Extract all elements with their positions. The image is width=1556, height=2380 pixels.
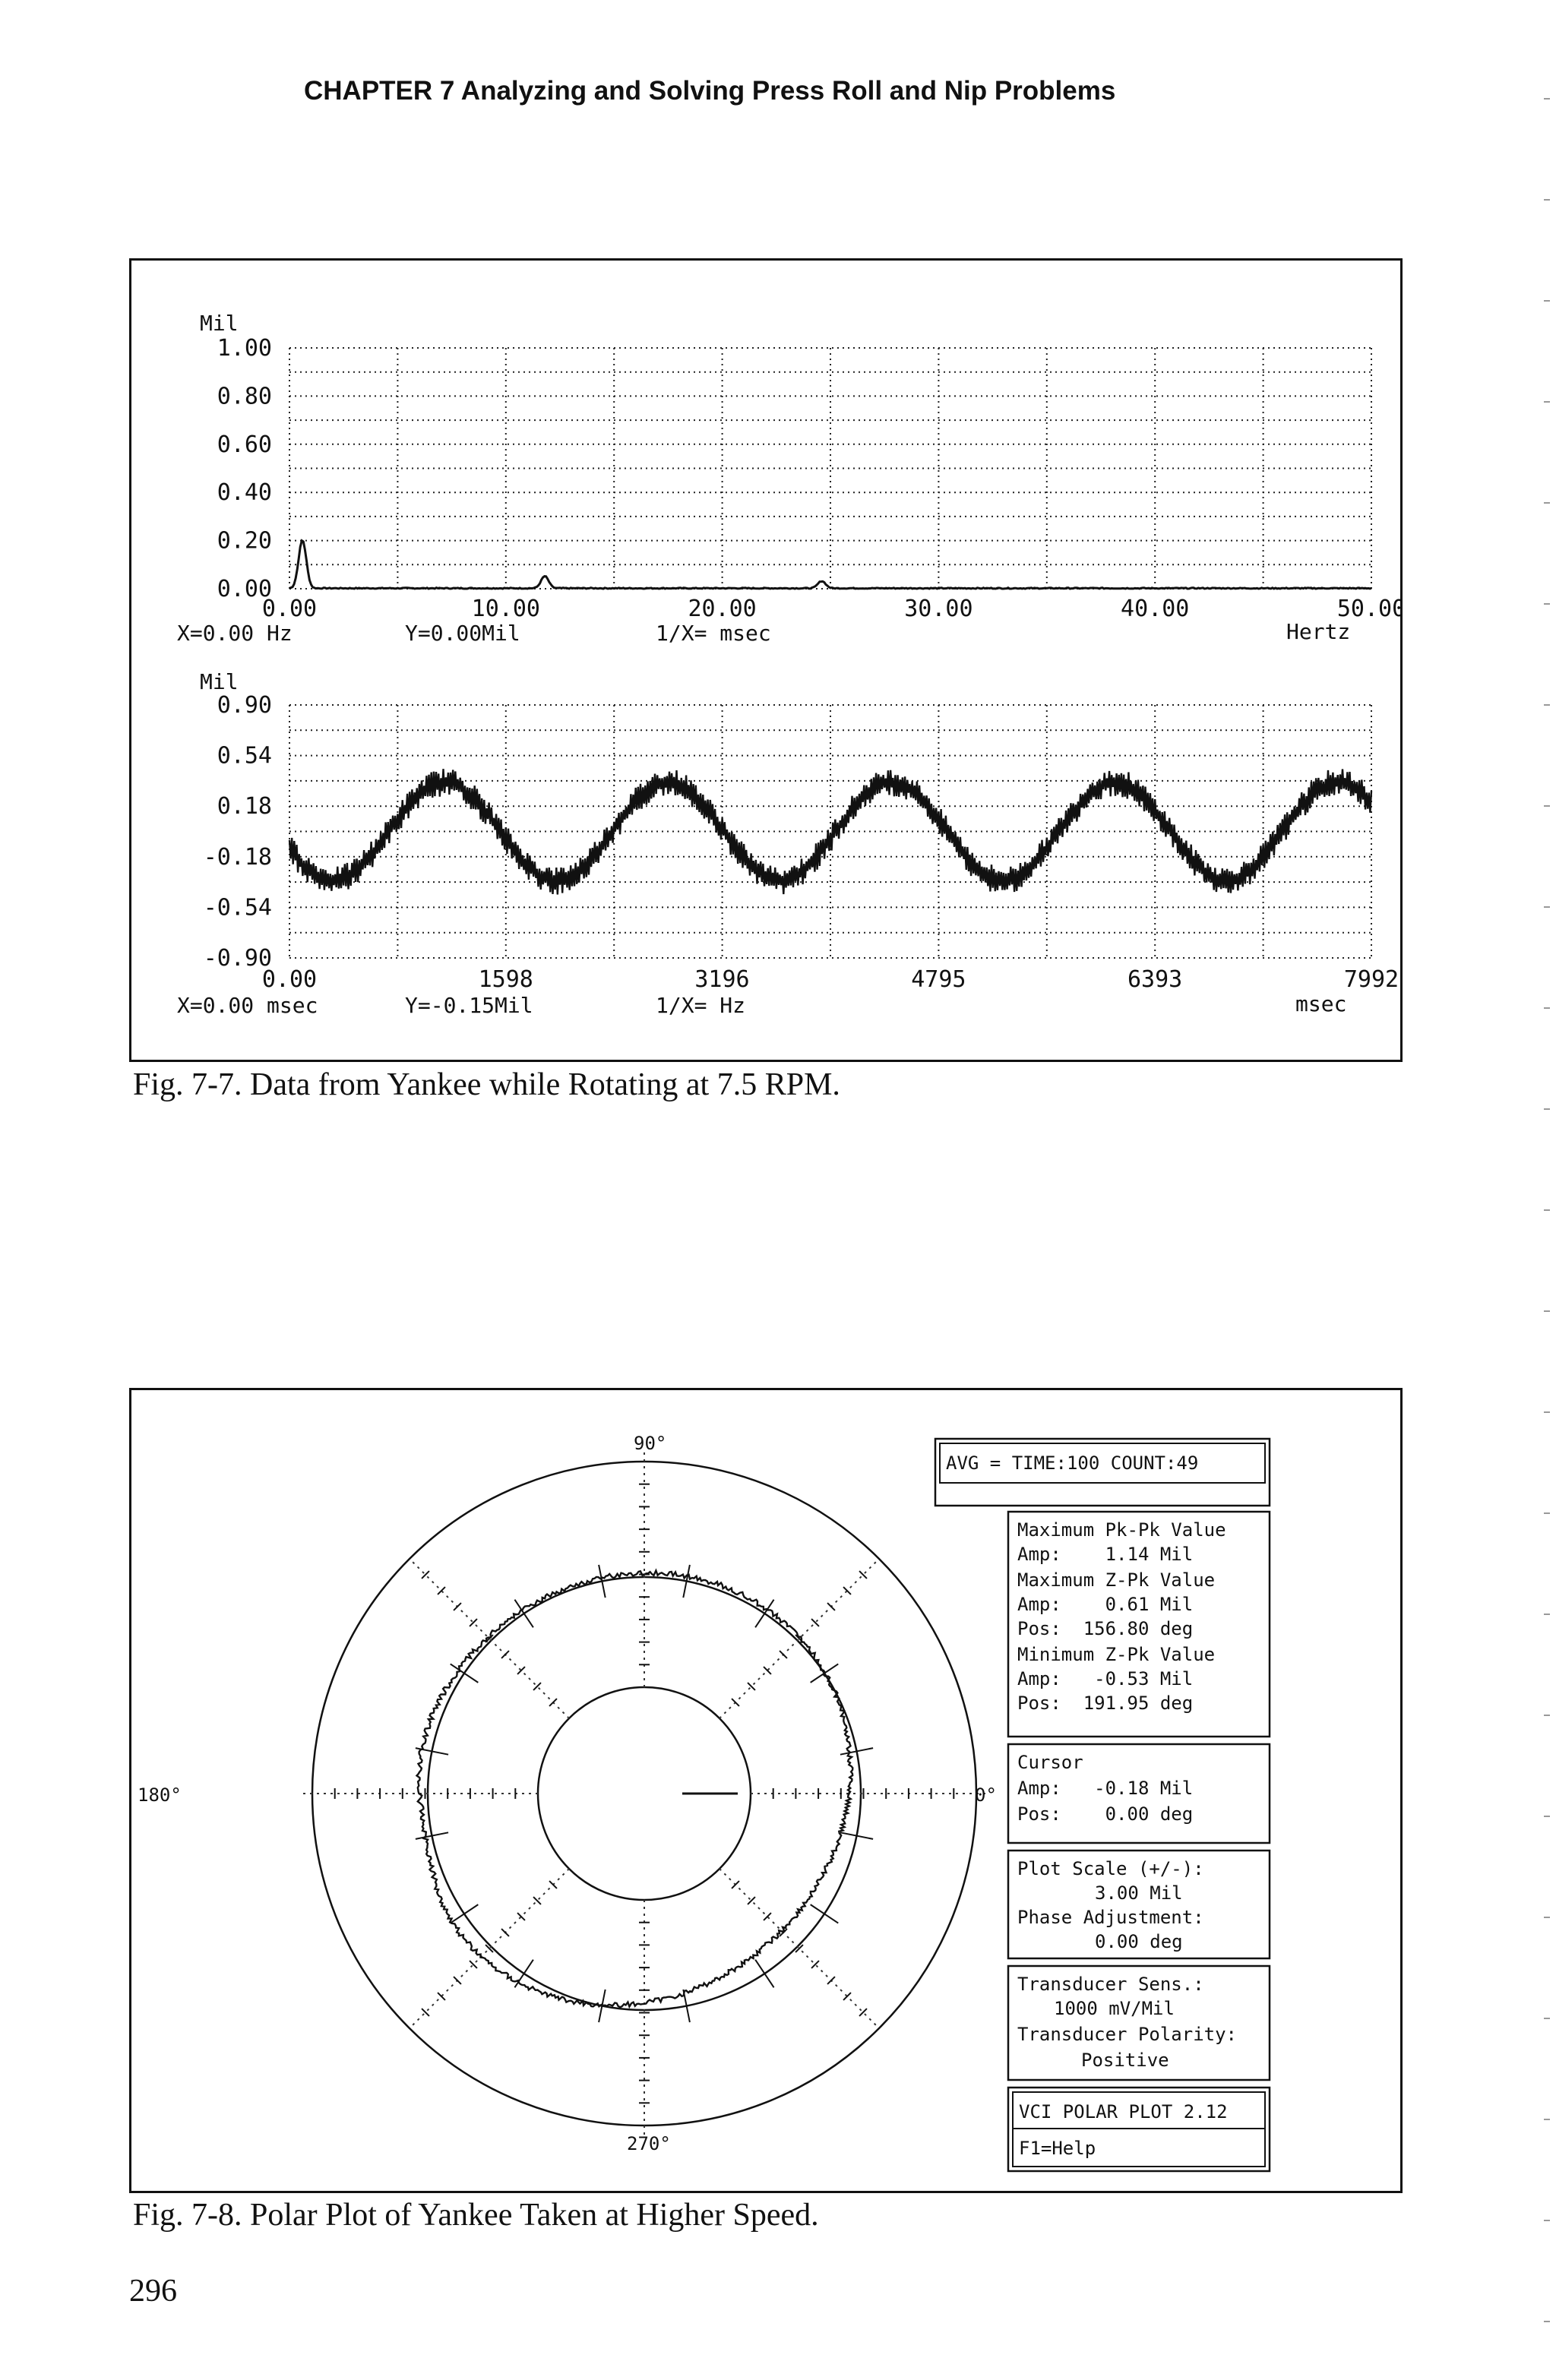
polar-spokes	[303, 1452, 985, 2135]
polar-outer-ring	[312, 1462, 976, 2126]
spectrum-x-tick: 20.00	[688, 596, 757, 622]
phase-adjustment-value: 0.00 deg	[1095, 1931, 1183, 1952]
phase-adjustment-title: Phase Adjustment:	[1017, 1907, 1204, 1928]
waveform-status-inverse: 1/X= Hz	[656, 993, 746, 1018]
polar-spoke-tick	[827, 1977, 835, 1984]
spectrum-status-inverse: 1/X= msec	[656, 621, 771, 646]
cursor-title: Cursor	[1017, 1752, 1083, 1773]
spectrum-x-tick-labels	[262, 596, 1400, 622]
figure-7-8-caption: Fig. 7-8. Polar Plot of Yankee Taken at Higher Speed.	[133, 2198, 819, 2233]
spectrum-trace	[289, 541, 1371, 589]
cursor-pos: Pos: 0.00 deg	[1017, 1803, 1194, 1825]
min-zpk-pos: Pos: 191.95 deg	[1017, 1693, 1194, 1714]
polar-spoke-tick	[827, 1603, 835, 1610]
help-hint: F1=Help	[1019, 2138, 1096, 2159]
polar-spoke-tick	[517, 1667, 525, 1674]
max-pkpk-amp: Amp: 1.14 Mil	[1017, 1544, 1194, 1565]
polar-rings	[312, 1462, 976, 2126]
polar-spoke-tick	[438, 1587, 445, 1595]
transducer-sens-title: Transducer Sens.:	[1017, 1974, 1204, 1995]
polar-trace	[417, 1571, 853, 2008]
max-zpk-title: Maximum Z-Pk Value	[1017, 1569, 1216, 1591]
polar-ring-tick	[514, 1960, 533, 1988]
angle-label-90: 90°	[634, 1433, 667, 1454]
polar-spoke-tick	[549, 1881, 557, 1889]
spectrum-x-tick: 50.00	[1336, 596, 1400, 622]
cursor-amp: Amp: -0.18 Mil	[1017, 1778, 1194, 1799]
transducer-polarity-title: Transducer Polarity:	[1017, 2024, 1237, 2045]
cursor-panel	[1008, 1744, 1270, 1843]
spectrum-grid	[289, 348, 1371, 589]
spectrum-y-tick: 0.00	[217, 576, 272, 602]
polar-spoke-tick	[732, 1881, 739, 1889]
program-name: VCI POLAR PLOT 2.12	[1019, 2101, 1228, 2122]
max-zpk-amp: Amp: 0.61 Mil	[1017, 1594, 1194, 1615]
waveform-x-tick: 4795	[911, 966, 966, 993]
waveform-y-tick: 0.90	[217, 692, 272, 719]
spectrum-y-tick-labels	[217, 335, 272, 602]
figure-7-8-frame	[129, 1388, 1403, 2193]
figure-7-7-plots	[131, 261, 1400, 1060]
peak-values-panel	[1008, 1512, 1270, 1737]
program-panel	[1008, 2088, 1270, 2171]
spectrum-x-tick: 0.00	[261, 596, 318, 622]
spectrum-y-tick: 0.60	[217, 431, 272, 458]
angle-label-180: 180°	[138, 1784, 182, 1806]
spectrum-status-y: Y=0.00Mil	[405, 621, 520, 646]
polar-spoke-tick	[764, 1913, 771, 1920]
page-edge-marks	[1541, 0, 1556, 2380]
polar-spoke-tick	[843, 1993, 851, 2000]
polar-ring-tick	[451, 1664, 479, 1682]
waveform-y-tick: -0.54	[203, 894, 272, 921]
polar-spoke-tick	[454, 1603, 461, 1610]
waveform-status-y: Y=-0.15Mil	[405, 993, 533, 1018]
spectrum-x-tick: 40.00	[1121, 596, 1190, 622]
waveform-x-tick: 6393	[1127, 966, 1183, 993]
waveform-x-tick-labels	[262, 966, 1399, 993]
polar-spoke-tick	[843, 1587, 851, 1595]
polar-ring-tick	[451, 1904, 479, 1923]
scale-panel	[1008, 1851, 1270, 1958]
figure-7-7-caption: Fig. 7-7. Data from Yankee while Rotating at 7.5 RPM.	[133, 1067, 840, 1102]
polar-ring-tick	[811, 1904, 839, 1923]
waveform-y-tick: -0.18	[203, 843, 272, 871]
chapter-header: CHAPTER 7 Analyzing and Solving Press Roll and Nip Problems	[304, 76, 1116, 106]
waveform-y-tick: -0.90	[203, 945, 272, 972]
waveform-x-tick: 7992	[1343, 966, 1399, 993]
spectrum-status-x: X=0.00 Hz	[177, 621, 293, 646]
spectrum-y-tick: 0.20	[217, 527, 272, 555]
angle-label-270: 270°	[627, 2133, 671, 2154]
polar-spoke-tick	[780, 1651, 787, 1658]
spectrum-x-unit: Hertz	[1286, 619, 1351, 644]
spectrum-x-tick: 30.00	[904, 596, 973, 622]
spectrum-y-tick: 0.40	[217, 479, 272, 507]
waveform-unit-label: Mil	[200, 669, 239, 694]
spectrum-x-tick: 10.00	[471, 596, 540, 622]
plot-scale-title: Plot Scale (+/-):	[1017, 1858, 1204, 1879]
transducer-panel	[1008, 1966, 1270, 2080]
polar-spoke-tick	[732, 1699, 739, 1706]
polar-ring-tick	[755, 1960, 773, 1988]
polar-spoke-tick	[501, 1929, 509, 1936]
min-zpk-title: Minimum Z-Pk Value	[1017, 1644, 1216, 1665]
waveform-x-unit: msec	[1295, 991, 1347, 1016]
avg-panel	[935, 1439, 1270, 1506]
angle-label-0: 0°	[975, 1784, 997, 1806]
transducer-polarity-value: Positive	[1081, 2050, 1169, 2071]
waveform-y-tick: 0.18	[217, 793, 272, 820]
figure-7-8-polar	[131, 1390, 1400, 2191]
max-pkpk-title: Maximum Pk-Pk Value	[1017, 1519, 1226, 1541]
spectrum-y-tick: 0.80	[217, 383, 272, 410]
polar-spoke-tick	[501, 1651, 509, 1658]
waveform-grid	[289, 705, 1371, 958]
avg-count-text: AVG = TIME:100 COUNT:49	[946, 1452, 1199, 1474]
min-zpk-amp: Amp: -0.53 Mil	[1017, 1668, 1194, 1689]
waveform-y-tick-labels	[204, 692, 272, 972]
waveform-x-tick: 3196	[694, 966, 750, 993]
waveform-status-x: X=0.00 msec	[177, 993, 318, 1018]
polar-spoke-tick	[517, 1913, 525, 1920]
polar-spoke-tick	[454, 1977, 461, 1984]
polar-spoke-tick	[764, 1667, 771, 1674]
transducer-sens-value: 1000 mV/Mil	[1054, 1998, 1175, 2019]
spectrum-unit-label: Mil	[200, 311, 239, 336]
polar-spoke-tick	[438, 1993, 445, 2000]
waveform-x-tick: 0.00	[261, 966, 318, 993]
waveform-y-tick: 0.54	[217, 742, 272, 770]
page-number: 296	[129, 2274, 177, 2309]
waveform-x-tick: 1598	[478, 966, 533, 993]
spectrum-y-tick: 1.00	[217, 335, 272, 362]
figure-7-7-frame	[129, 258, 1403, 1062]
polar-spoke-tick	[549, 1699, 557, 1706]
plot-scale-value: 3.00 Mil	[1095, 1882, 1183, 1904]
max-zpk-pos: Pos: 156.80 deg	[1017, 1618, 1194, 1639]
